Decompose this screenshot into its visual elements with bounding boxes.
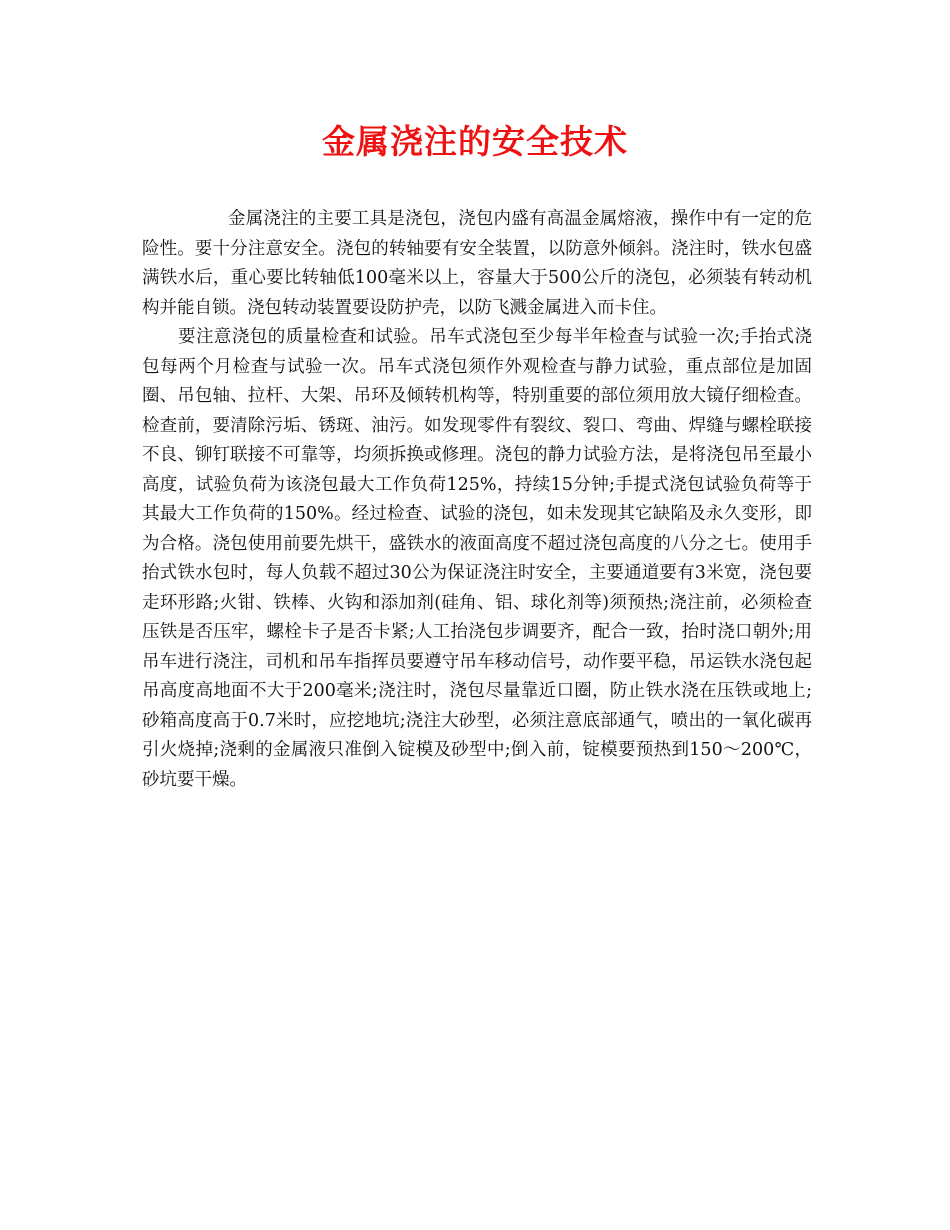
document-title: 金属浇注的安全技术 (322, 122, 628, 161)
paragraph-1: 金属浇注的主要工具是浇包，浇包内盛有高温金属熔液，操作中有一定的危险性。要十分注意安全。浇包的转轴要有安全装置，以防意外倾斜。浇注时，铁水包盛满铁水后，重心要比转轴低100毫米以上，容量大于500公斤的浇包，必须装有转动机构并能自锁。浇包转动装置要设防护壳，以防飞溅金属进入而卡住。 (142, 209, 812, 318)
document-body (142, 205, 812, 795)
paragraph-2: 要注意浇包的质量检查和试验。吊车式浇包至少每半年检查与试验一次;手抬式浇包每两个月检查与试验一次。吊车式浇包须作外观检查与静力试验，重点部位是加固圈、吊包轴、拉杆、大架、吊环及倾转机构等，特别重要的部位须用放大镜仔细检查。检查前，要清除污垢、锈斑、油污。如发现零件有裂纹、裂口、弯曲、焊缝与螺栓联接不良、铆钉联接不可靠等，均须拆换或修理。浇包的静力试验方法，是将浇包吊至最小高度，试验负荷为该浇包最大工作负荷125%，持续15分钟;手提式浇包试验负荷等于其最大工作负荷的150%。经过检查、试验的浇包，如未发现其它缺陷及永久变形，即为合格。浇包使用前要先烘干，盛铁水的液面高度不超过浇包高度的八分之七。使用手抬式铁水包时，每人负载不超过30公为保证浇注时安全，主要通道要有3米宽，浇包要走环形路;火钳、铁棒、火钩和添加剂(硅角、铝、球化剂等)须预热;浇注前，必须检查压铁是否压牢，螺栓卡子是否卡紧;人工抬浇包步调要齐，配合一致，抬时浇口朝外;用吊车进行浇注，司机和吊车指挥员要遵守吊车移动信号，动作要平稳，吊运铁水浇包起吊高度高地面不大于200毫米;浇注时，浇包尽量靠近口圈，防止铁水浇在压铁或地上;砂箱高度高于0.7米时，应挖地坑;浇注大砂型，必须注意底部通气，喷出的一氧化碳再引火烧掉;浇剩的金属液只准倒入锭模及砂型中;倒入前，锭模要预热到150～200℃，砂坑要干燥。 (142, 327, 812, 790)
